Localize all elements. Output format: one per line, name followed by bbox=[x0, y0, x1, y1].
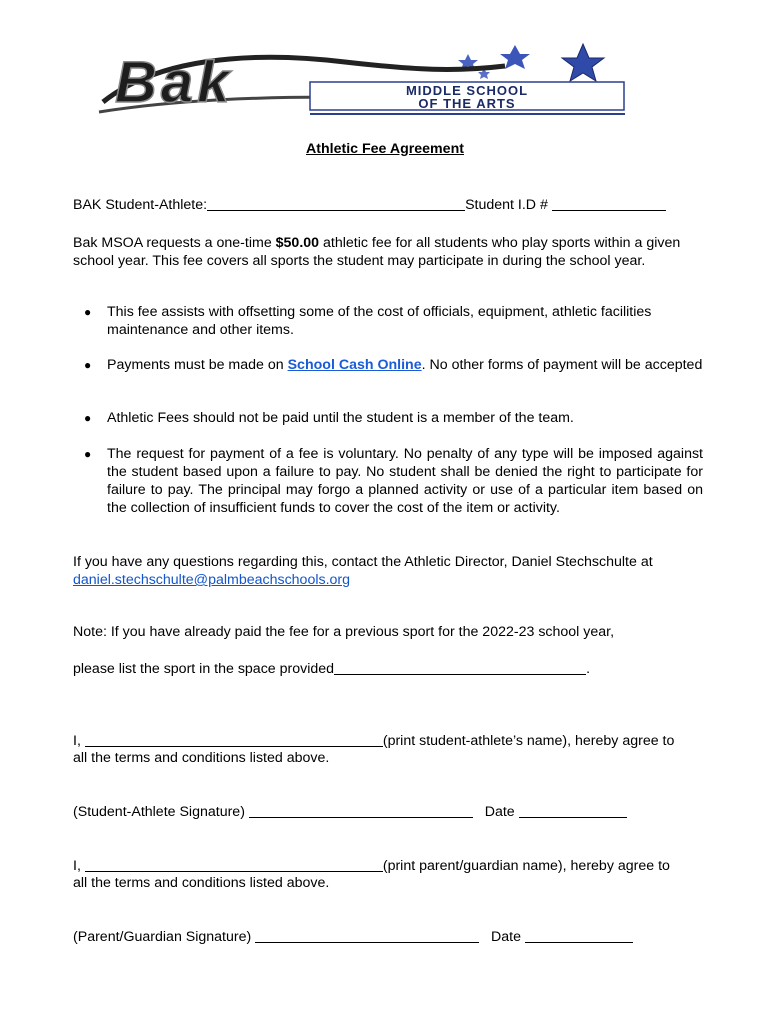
parent-agree-suffix: (print parent/guardian name), hereby agree to bbox=[382, 858, 670, 874]
star-large-icon bbox=[562, 44, 604, 81]
student-date-field[interactable] bbox=[519, 803, 627, 818]
student-id-field[interactable] bbox=[552, 196, 666, 211]
note-line-1: Note: If you have already paid the fee for a previous sport for the 2022-23 school year, bbox=[73, 624, 615, 640]
student-agree-line bbox=[73, 732, 674, 749]
logo-line2-text: OF THE ARTS bbox=[418, 96, 516, 111]
student-athlete-label: BAK Student-Athlete: bbox=[73, 197, 208, 213]
note-line-2 bbox=[73, 660, 590, 677]
parent-date-field[interactable] bbox=[525, 928, 633, 943]
parent-signature-label: (Parent/Guardian Signature) bbox=[73, 929, 252, 945]
bullet-icon: ● bbox=[84, 305, 92, 319]
parent-agree-prefix: I, bbox=[73, 858, 81, 874]
student-signature-label: (Student-Athlete Signature) bbox=[73, 804, 245, 820]
school-cash-online-link[interactable]: School Cash Online bbox=[287, 357, 422, 373]
director-email-link[interactable]: daniel.stechschulte@palmbeachschools.org bbox=[73, 572, 351, 588]
intro-text-2: athletic fee for all students who play sports within a given school year. This fee covers all sports the student may participate in during the school year. bbox=[73, 235, 681, 269]
student-print-name-field[interactable] bbox=[85, 732, 383, 747]
bullet-item-payments bbox=[107, 356, 703, 374]
student-agree-prefix: I, bbox=[73, 733, 81, 749]
school-logo bbox=[95, 40, 635, 120]
logo-graphic bbox=[95, 40, 635, 120]
document-title: Athletic Fee Agreement bbox=[306, 141, 464, 157]
fee-amount: $50.00 bbox=[275, 235, 320, 251]
student-signature-line bbox=[73, 803, 627, 820]
logo-line1-text: MIDDLE SCHOOL bbox=[405, 83, 529, 98]
logo-brand-text: Bak bbox=[115, 50, 234, 115]
parent-print-name-field[interactable] bbox=[85, 857, 383, 872]
sport-list-label: please list the sport in the space provided bbox=[73, 661, 335, 677]
contact-paragraph bbox=[73, 553, 713, 589]
previous-sport-field[interactable] bbox=[334, 660, 586, 675]
parent-signature-line bbox=[73, 928, 633, 945]
student-athlete-name-field[interactable] bbox=[207, 196, 465, 211]
student-agree-line-2: all the terms and conditions listed above. bbox=[73, 750, 330, 766]
parent-date-label: Date bbox=[491, 929, 521, 945]
bullet-icon: ● bbox=[84, 358, 92, 372]
payments-text-2: . No other forms of payment will be accepted bbox=[421, 357, 703, 373]
parent-signature-field[interactable] bbox=[255, 928, 479, 943]
student-agree-suffix: (print student-athlete’s name), hereby agree to bbox=[382, 733, 675, 749]
intro-paragraph bbox=[73, 234, 693, 270]
student-id-label: Student I.D # bbox=[465, 197, 548, 213]
bullet-icon: ● bbox=[84, 411, 92, 425]
sport-list-end: . bbox=[586, 661, 591, 677]
bullet-icon: ● bbox=[84, 447, 92, 461]
parent-agree-line bbox=[73, 857, 670, 874]
student-signature-field[interactable] bbox=[249, 803, 473, 818]
parent-agree-line-2: all the terms and conditions listed above. bbox=[73, 875, 330, 891]
intro-text-1: Bak MSOA requests a one-time bbox=[73, 235, 276, 251]
contact-text: If you have any questions regarding this, contact the Athletic Director, Daniel Stechschulte at bbox=[73, 554, 653, 570]
student-athlete-line bbox=[73, 196, 666, 213]
payments-text-1: Payments must be made on bbox=[107, 357, 288, 373]
bullet-item-offsetting: This fee assists with offsetting some of the cost of officials, equipment, athletic facilities maintenance and other items. bbox=[107, 304, 652, 338]
student-date-label: Date bbox=[484, 804, 515, 820]
bullet-item-voluntary: The request for payment of a fee is voluntary. No penalty of any type will be imposed against the student based upon a failure to pay. No student shall be denied the right to participate for failure to pay. The principal may forgo a planned activity or use of a particular item based on the collection of insufficient funds to cover the cost of the item or activity. bbox=[107, 446, 703, 516]
bullet-item-timing: Athletic Fees should not be paid until the student is a member of the team. bbox=[107, 410, 574, 426]
